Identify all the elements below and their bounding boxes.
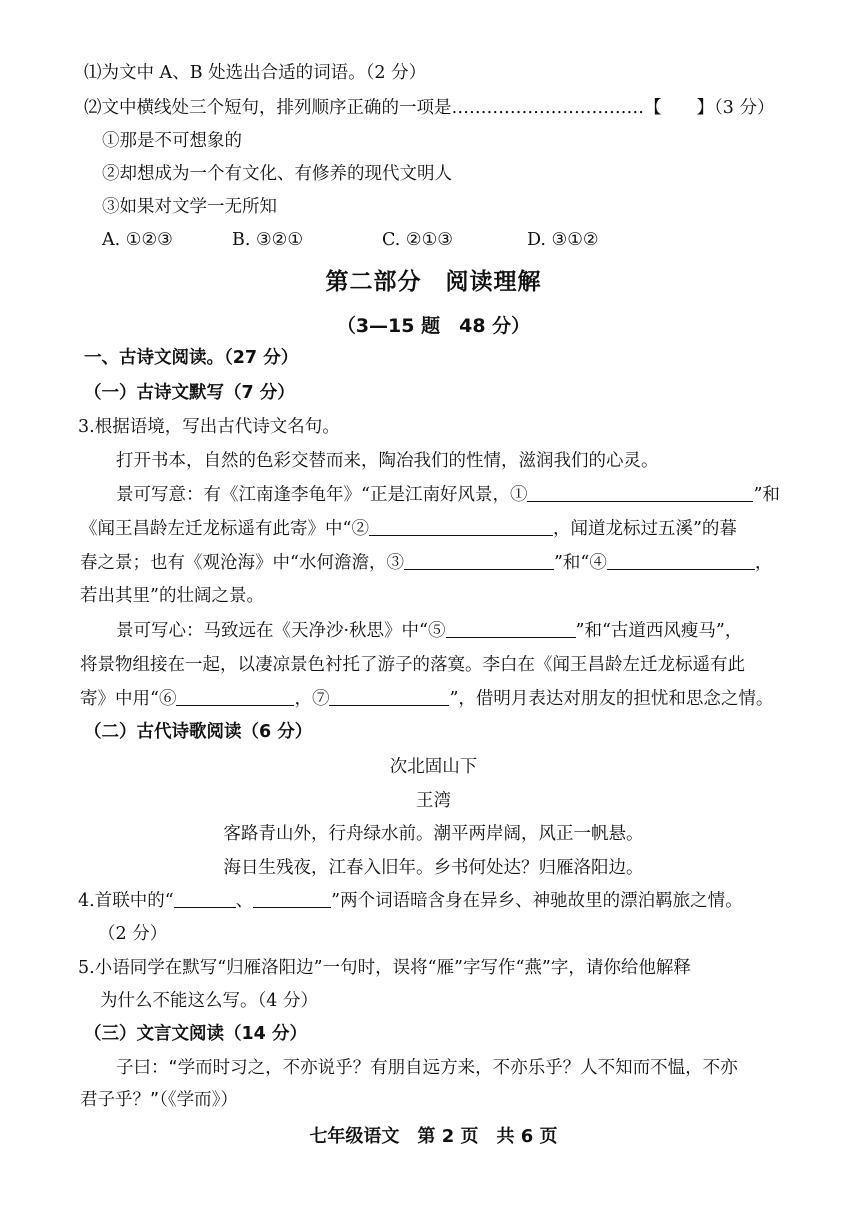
q3-line-6-text-a: 景可写心：马致远在《天净沙·秋思》中“⑤ [116, 621, 446, 641]
classical-text-line-2: 君子乎？”（《学而》） [80, 1090, 238, 1110]
poem-author: 王湾 [416, 791, 451, 811]
blank-4[interactable] [607, 551, 755, 570]
page-footer: 七年级语文 第 2 页 共 6 页 [309, 1126, 558, 1147]
q3-line-3-text-a: 《闻王昌龄左迁龙标遥有此寄》中“② [80, 519, 369, 539]
q3-line-2-text-a: 景可写意：有《江南逢李龟年》“正是江南好风景，① [116, 485, 528, 505]
q3-line-7: 将景物组接在一起，以凄凉景色衬托了游子的落寞。李白在《闻王昌龄左迁龙标遥有此 [80, 655, 745, 675]
q4-blank-1[interactable] [174, 889, 236, 908]
q4-question [78, 888, 743, 914]
q2-choice-a: A. ①②③ [102, 230, 173, 250]
q4-blank-2[interactable] [253, 889, 331, 908]
q2-choice-c: C. ②①③ [382, 230, 453, 250]
q3-line-4-text-b: ”和“④ [553, 553, 607, 573]
blank-5[interactable] [446, 619, 576, 638]
q2-choice-b: B. ③②① [232, 230, 304, 250]
q4-text-b: 、 [235, 891, 254, 911]
q2-choice-d: D. ③①② [527, 230, 599, 250]
q3-line-3 [80, 516, 737, 542]
q2-option-2: ②却想成为一个有文化、有修养的现代文明人 [102, 164, 452, 184]
q3-line-8-text-a: 寄》中用“⑥ [80, 689, 177, 709]
q4-text-c: ”两个词语暗含身在异乡、神驰故里的漂泊羁旅之情。 [331, 891, 743, 911]
q3-line-6-text-b: ”和“古道西风瘦马”， [575, 621, 743, 641]
q4-score: （2 分） [98, 924, 168, 944]
q3-prompt: 3.根据语境，写出古代诗文名句。 [78, 417, 340, 437]
q3-line-2 [116, 482, 780, 508]
q3-line-4-text-c: ， [754, 553, 773, 573]
q5-line-2: 为什么不能这么写。（4 分） [100, 991, 318, 1011]
q3-line-8-text-c: ”，借明月表达对朋友的担忧和思念之情。 [449, 689, 774, 709]
q4-text-a: 4.首联中的“ [78, 891, 174, 911]
q2-option-3: ③如果对文学一无所知 [102, 197, 277, 217]
q3-line-8-text-b: ，⑦ [294, 689, 330, 709]
blank-3[interactable] [404, 551, 554, 570]
blank-7[interactable] [329, 687, 449, 706]
section1-heading: 一、古诗文阅读。（27 分） [84, 348, 299, 368]
section3-heading: （三）文言文阅读（14 分） [84, 1024, 307, 1044]
q3-line-2-text-b: ”和 [753, 485, 780, 505]
part2-title: 第二部分 阅读理解 [325, 269, 542, 295]
part2-subtitle: （3—15 题 48 分） [336, 315, 531, 337]
blank-6[interactable] [176, 687, 294, 706]
q2-sub2: ⑵文中横线处三个短句，排列顺序正确的一项是……………………………【 】（3 分） [84, 98, 775, 118]
poem-title: 次北固山下 [389, 757, 478, 777]
blank-1[interactable] [527, 483, 753, 502]
q3-line-4 [80, 550, 772, 576]
q3-line-5: 若出其里”的壮阔之景。 [80, 586, 264, 606]
section2-heading: （二）古代诗歌阅读（6 分） [84, 722, 313, 742]
section1-sub1-heading: （一）古诗文默写（7 分） [84, 383, 295, 403]
q3-line-6 [116, 618, 742, 644]
q2-sub1: ⑴为文中 A、B 处选出合适的词语。（2 分） [84, 63, 427, 83]
q3-line-8 [80, 686, 773, 712]
q3-line-3-text-b: ，闻道龙标过五溪”的暮 [552, 519, 737, 539]
blank-2[interactable] [369, 517, 553, 536]
q5-line-1: 5.小语同学在默写“归雁洛阳边”一句时，误将“雁”字写作“燕”字，请你给他解释 [78, 958, 691, 978]
poem-line-2: 海日生残夜，江春入旧年。乡书何处达？归雁洛阳边。 [223, 858, 644, 878]
q2-option-1: ①那是不可想象的 [102, 131, 242, 151]
q3-paragraph-1: 打开书本，自然的色彩交替而来，陶冶我们的性情，滋润我们的心灵。 [116, 451, 659, 471]
poem-line-1: 客路青山外，行舟绿水前。潮平两岸阔，风正一帆悬。 [223, 824, 644, 844]
classical-text-line-1: 子曰：“学而时习之，不亦说乎？有朋自远方来，不亦乐乎？人不知而不愠，不亦 [116, 1058, 738, 1078]
q3-line-4-text-a: 春之景；也有《观沧海》中“水何澹澹，③ [80, 553, 404, 573]
